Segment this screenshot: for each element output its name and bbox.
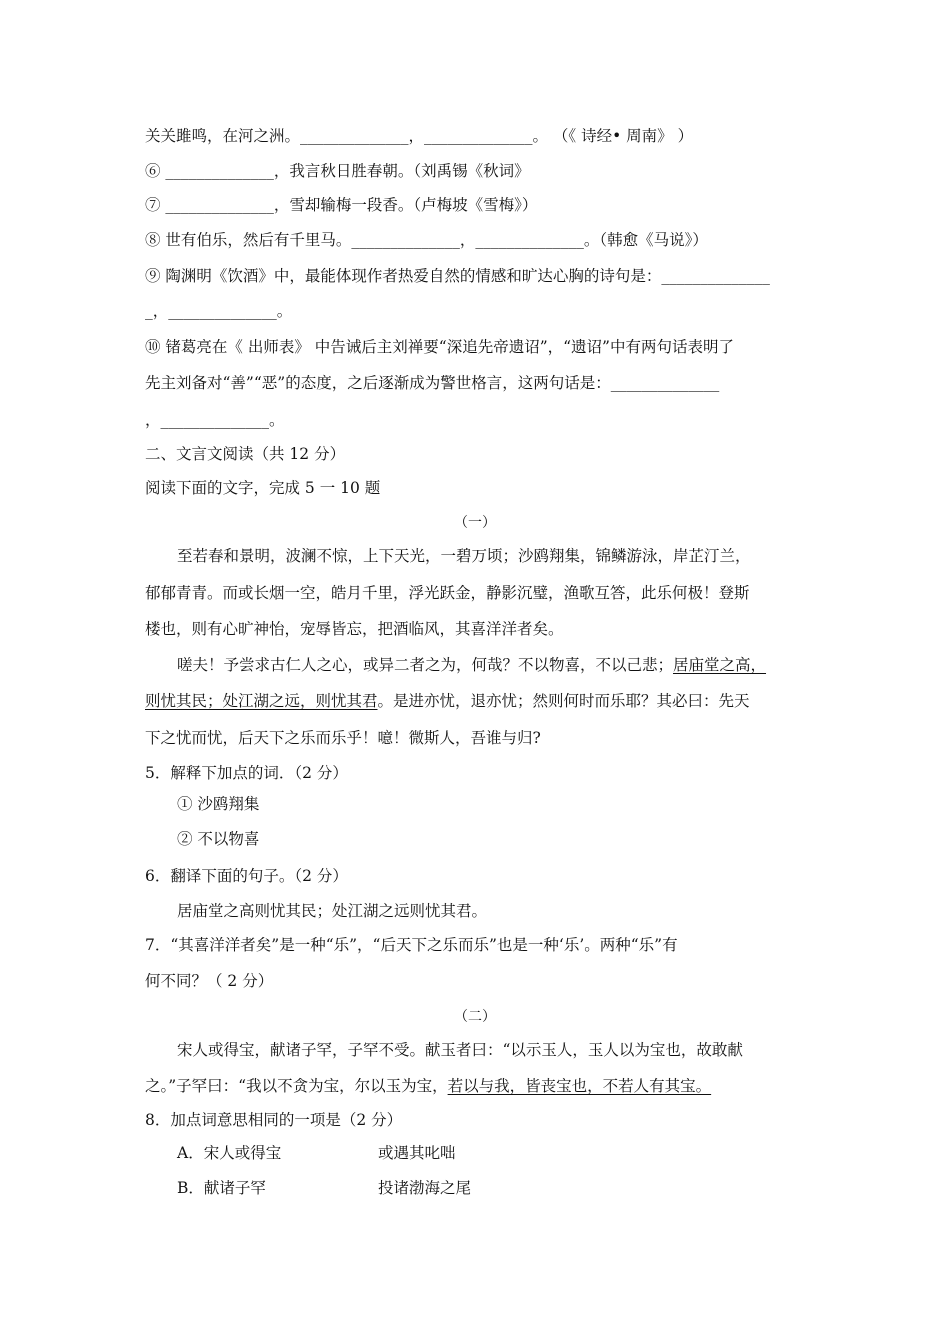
underlined-sentence: 居庙堂之高，: [673, 656, 767, 674]
fill-in-line-9-cont: _，______________。: [145, 302, 293, 320]
passage1-line: [177, 655, 766, 675]
underlined-sentence: 则忧其民；处江湖之远，则忧其君: [145, 692, 378, 710]
fill-in-line-6: ⑥ ______________，我言秋日胜春朝。（刘禹锡《秋词》: [145, 162, 530, 180]
fill-in-line-9: ⑨ 陶渊明《饮酒》中，最能体现作者热爱自然的情感和旷达心胸的诗句是：______________: [145, 267, 770, 285]
passage1-line: 郁郁青青。而或长烟一空，皓月千里，浮光跃金，静影沉璧，渔歌互答，此乐何极！登斯: [145, 584, 750, 602]
question-6-sentence: 居庙堂之高则忧其民；处江湖之远则忧其君。: [177, 902, 488, 920]
question-5-stem: 5．解释下加点的词．（2 分）: [145, 764, 348, 782]
section-instruction: 阅读下面的文字，完成 5 一 10 题: [145, 479, 381, 497]
passage2-line: 宋人或得宝，献诸子罕，子罕不受。献玉者曰：“以示玉人，玉人以为宝也，故敢献: [177, 1041, 743, 1059]
passage2-line: [145, 1076, 711, 1096]
fill-in-line-10-end: ，______________。: [145, 411, 285, 429]
fill-in-line-1: 关关雎鸣，在河之洲。______________，______________。 （《 诗经• 周南》 ）: [145, 127, 694, 145]
option-a-right: 或遇其叱咄: [378, 1144, 456, 1162]
section-heading: 二、文言文阅读（共 12 分）: [145, 445, 346, 463]
option-a-left: A．宋人或得宝: [177, 1144, 282, 1162]
passage1-text: 嗟夫！予尝求古仁人之心，或异二者之为，何哉？不以物喜，不以己悲；: [177, 656, 674, 674]
question-5-item-b: ② 不以物喜: [177, 830, 260, 848]
passage2-text: 之。”子罕曰：“我以不贪为宝，尔以玉为宝，: [145, 1077, 448, 1095]
passage1-line: 下之忧而忧，后天下之乐而乐乎！噫！微斯人，吾谁与归?: [145, 729, 541, 747]
option-b-left: B．献诸子罕: [177, 1179, 266, 1197]
passage1-text: 。是进亦忧，退亦忧；然则何时而乐耶？其必曰：先天: [377, 692, 750, 710]
fill-in-line-10: ⑩ 锗葛亮在《 出师表》 中告诫后主刘禅要“深追先帝遗诏”，“遗诏”中有两句话表明了: [145, 338, 734, 356]
question-7-line-1: 7．“其喜洋洋者矣”是一种“乐”，“后天下之乐而乐”也是一种‘乐’。两种“乐”有: [145, 936, 678, 954]
passage1-line: 至若春和景明，波澜不惊，上下天光，一碧万顷；沙鸥翔集，锦鳞游泳，岸芷汀兰，: [177, 547, 751, 565]
underlined-sentence: 若以与我，皆丧宝也，不若人有其宝。: [447, 1077, 712, 1095]
question-5-item-a: ① 沙鸥翔集: [177, 795, 260, 813]
question-6-stem: 6．翻译下面的句子。（2 分）: [145, 867, 348, 885]
passage1-line: [145, 691, 750, 711]
fill-in-line-7: ⑦ ______________，雪却输梅一段香。（卢梅坡《雪梅》）: [145, 196, 538, 214]
passage-marker-1: （一）: [454, 515, 496, 531]
fill-in-line-8: ⑧ 世有伯乐，然后有千里马。______________，______________。（韩愈《马说》）: [145, 231, 708, 249]
passage-marker-2: （二）: [454, 1009, 496, 1025]
fill-in-line-10-cont: 先主刘备对“善”“恶”的态度，之后逐渐成为警世格言，这两句话是：______________: [145, 374, 720, 392]
option-b-right: 投诸渤海之尾: [378, 1179, 472, 1197]
question-7-line-2: 何不同？（ 2 分）: [145, 972, 274, 990]
passage1-line: 楼也，则有心旷神怡，宠辱皆忘，把酒临风，其喜洋洋者矣。: [145, 620, 564, 638]
question-8-stem: 8．加点词意思相同的一项是（2 分）: [145, 1111, 403, 1129]
